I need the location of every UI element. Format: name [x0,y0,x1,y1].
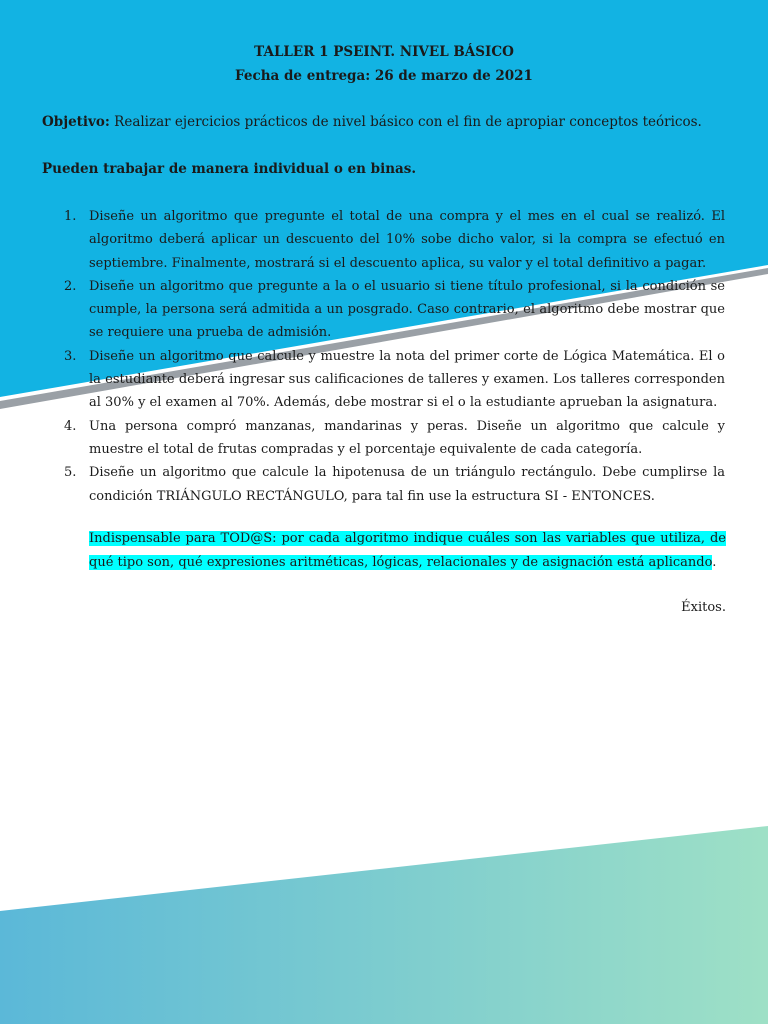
list-item [64,345,725,415]
list-item-text: Diseñe un algoritmo que pregunte el total de una compra y el mes en el cual se realizó. El algoritmo deberá aplicar un descuento del 10% sobe dicho valor, si la compra se efectuó en septiembre. Finalmente, mostrará si el descuento aplica, su valor y el total definitivo a pagar. [89,209,725,271]
list-item-number: 5. [64,465,77,481]
list-item [64,275,725,345]
list-item-text: Una persona compró manzanas, mandarinas y peras. Diseñe un algoritmo que calcule y muestre el total de frutas compradas y el porcentaje equivalente de cada categoría. [89,418,725,457]
list-item [64,205,725,275]
due-date: Fecha de entrega: 26 de marzo de 2021 [235,68,533,84]
document-title: TALLER 1 PSEINT. NIVEL BÁSICO [254,44,514,60]
list-item-number: 4. [64,418,77,434]
closing-text: Éxitos. [681,600,726,615]
list-item-text: Diseñe un algoritmo que calcule la hipotenusa de un triángulo rectángulo. Debe cumplirse la condición TRIÁNGULO RECTÁNGULO, para tal fin use la estructura SI - ENTONCES. [89,465,725,504]
requirement-note-tail: . [712,555,717,570]
list-item-text: Diseñe un algoritmo que calcule y muestre la nota del primer corte de Lógica Matemática. El o la estudiante deberá ingresar sus calificaciones de talleres y examen. Los talleres corresponden al 30% y el examen al 70%. Además, debe mostrar si el o la estudiante aprueban la asignatura. [89,348,725,411]
requirement-note [89,527,726,575]
objective-paragraph [42,112,732,132]
objective-text: Realizar ejercicios prácticos de nivel básico con el fin de apropiar conceptos teóricos. [109,114,702,130]
objective-label: Objetivo: [42,114,110,130]
work-mode-text: Pueden trabajar de manera individual o en binas. [42,161,417,177]
list-item-text: Diseñe un algoritmo que pregunte a la o el usuario si tiene título profesional, si la condición se cumple, la persona será admitida a un posgrado. Caso contrario, el algoritmo debe mostrar que se requiere una prueba de admisión. [89,278,725,341]
list-item [64,415,725,462]
exercise-list [0,205,768,508]
list-item [64,461,725,508]
highlighted-requirement: Indispensable para TOD@S: por cada algoritmo indique cuáles son las variables que utiliza, de qué tipo son, qué expresiones aritméticas, lógicas, relacionales y de asignación está aplicando [89,531,726,570]
list-item-number: 3. [64,348,77,364]
list-item-number: 1. [64,209,77,224]
list-item-number: 2. [64,278,77,294]
